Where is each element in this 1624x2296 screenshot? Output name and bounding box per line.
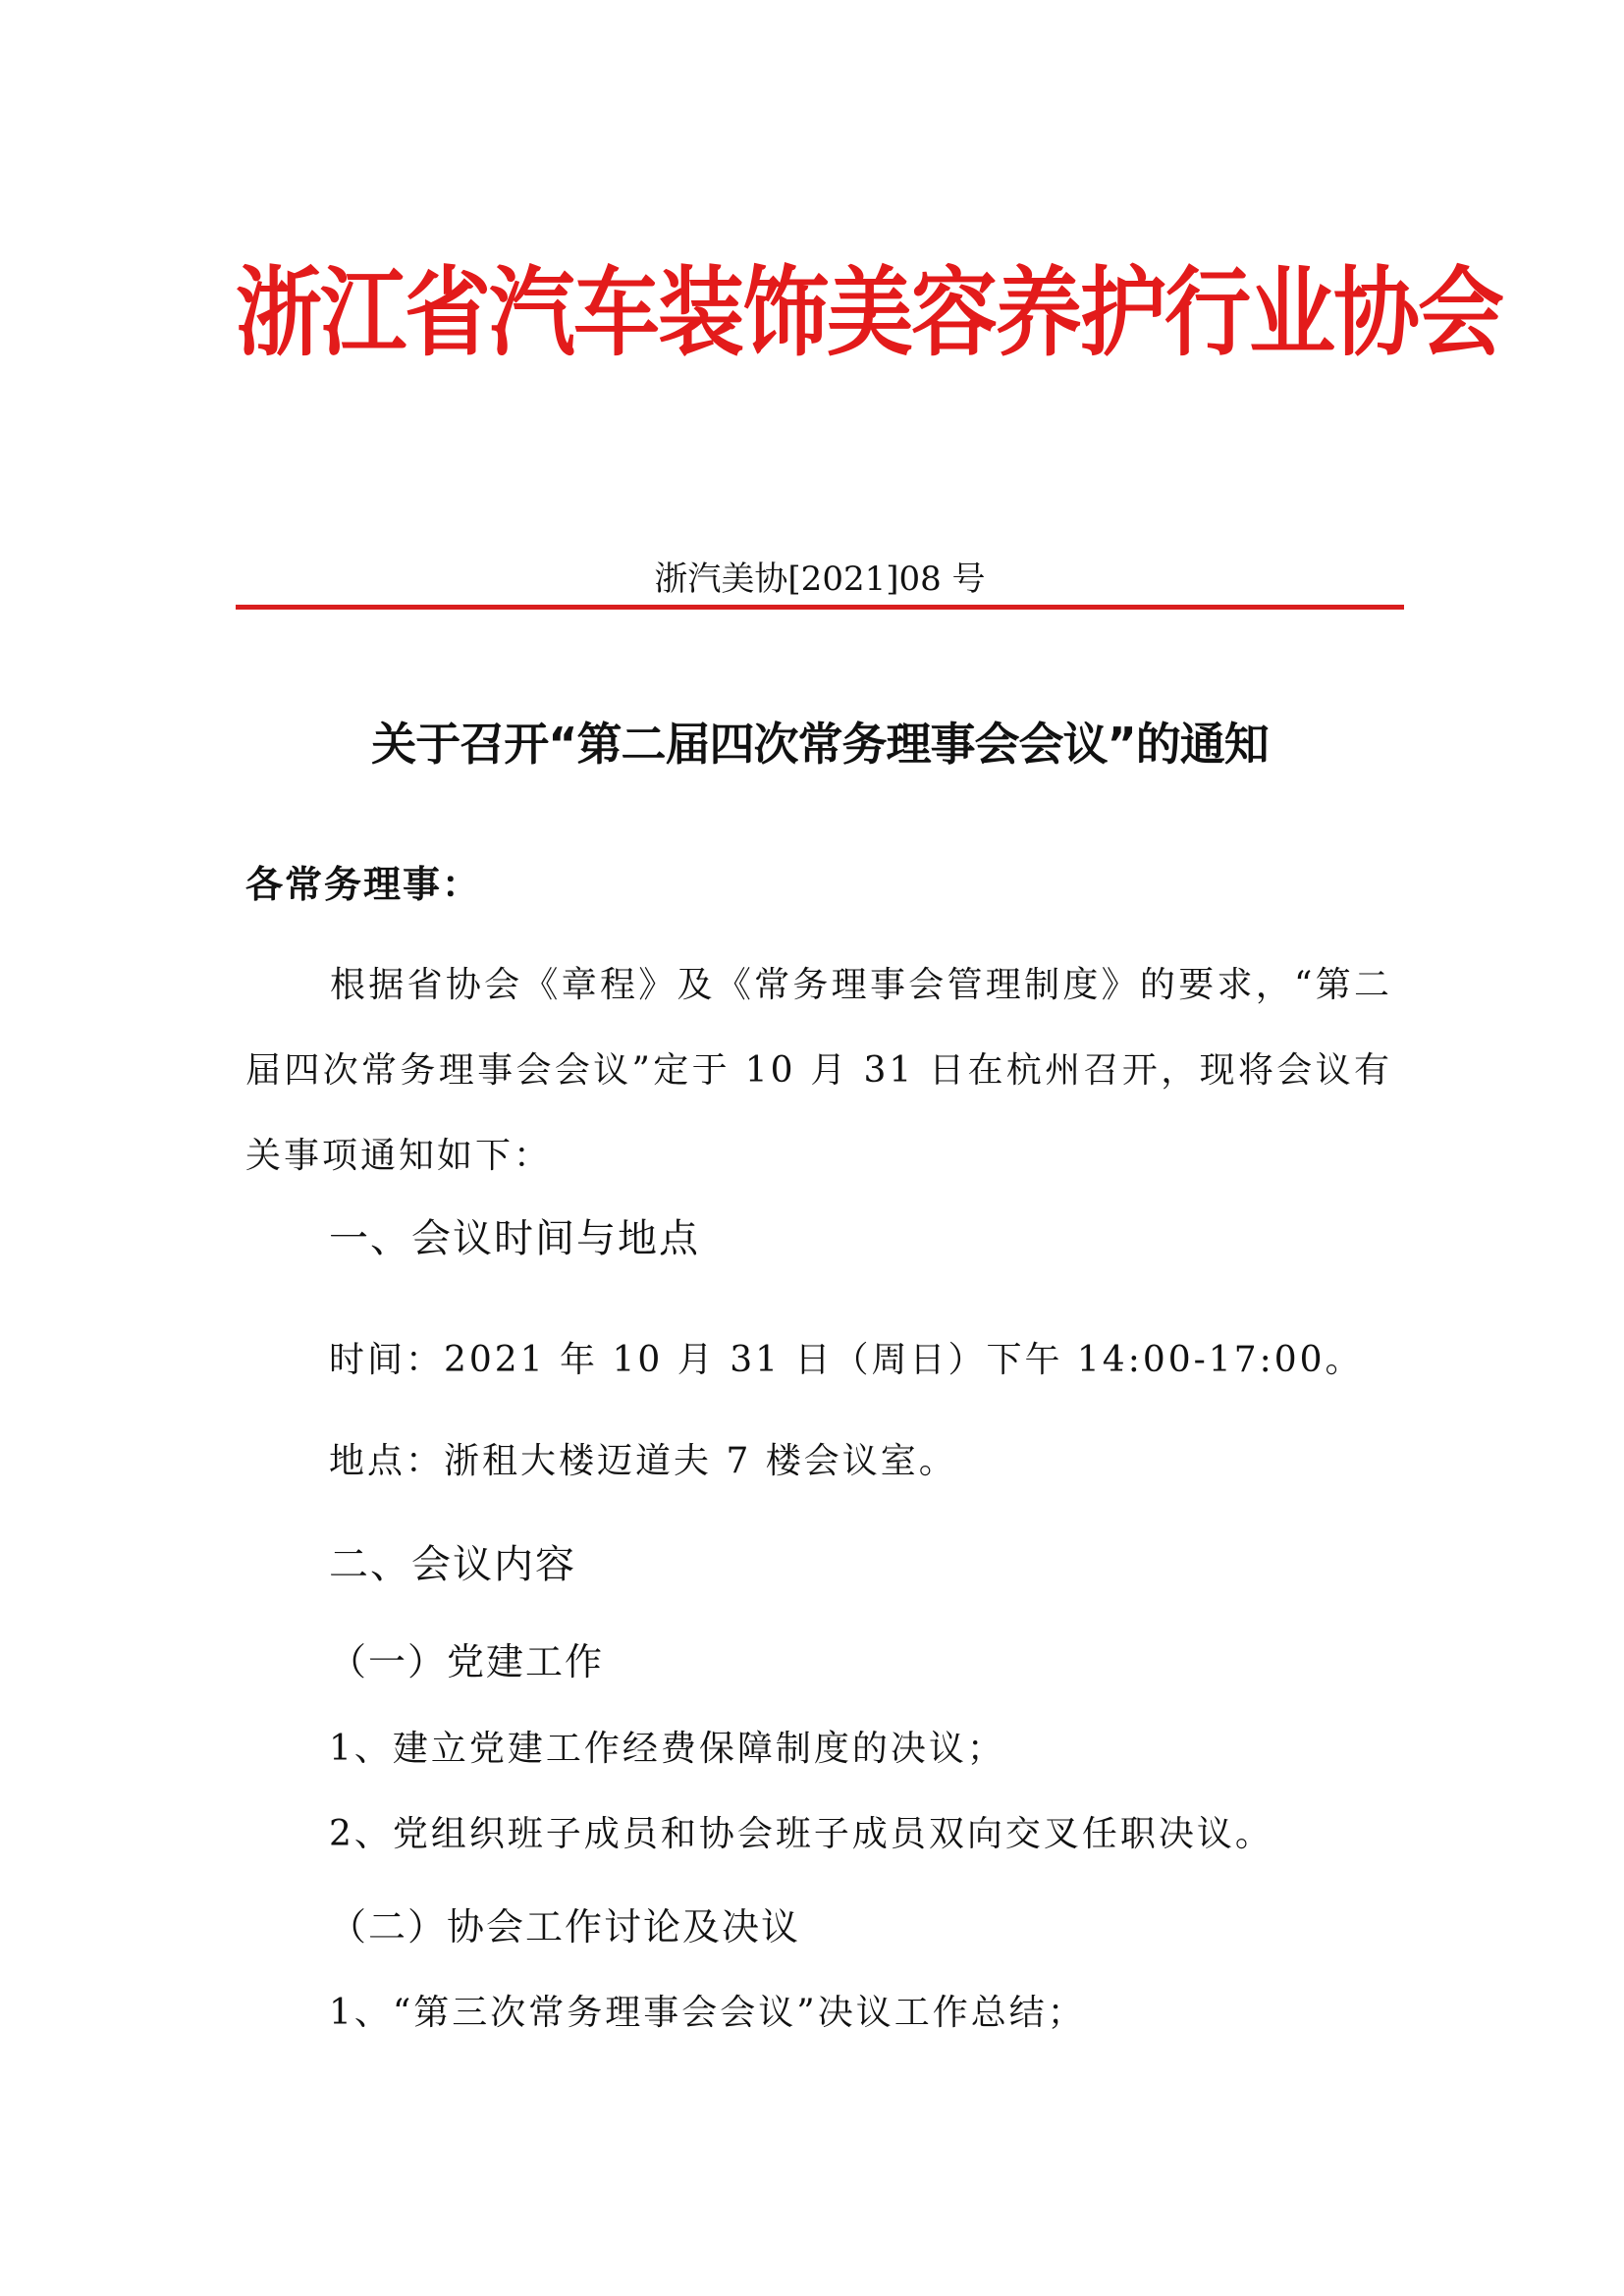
intro-paragraph: 根据省协会《章程》及《常务理事会管理制度》的要求，“第二届四次常务理事会会议”定于 10 月 31 日在杭州召开，现将会议有关事项通知如下： bbox=[245, 965, 1392, 1176]
organization-letterhead: 浙江省汽车装饰美容养护行业协会 bbox=[236, 254, 1503, 370]
section-heading-meeting-content: 二、会议内容 bbox=[329, 1542, 576, 1587]
subsection-heading-party-building: （一）党建工作 bbox=[329, 1640, 605, 1683]
meeting-location: 地点：浙租大楼迈道夫 7 楼会议室。 bbox=[329, 1441, 957, 1481]
agenda-item: 1、建立党建工作经费保障制度的决议； bbox=[329, 1729, 1005, 1769]
meeting-time: 时间：2021 年 10 月 31 日（周日）下午 14:00-17:00。 bbox=[329, 1340, 1364, 1380]
document-title: 关于召开“第二届四次常务理事会会议”的通知 bbox=[371, 718, 1269, 771]
section-heading-time-location: 一、会议时间与地点 bbox=[329, 1216, 700, 1261]
subsection-heading-association-work: （二）协会工作讨论及决议 bbox=[329, 1905, 801, 1949]
agenda-item: 2、党组织班子成员和协会班子成员双向交叉任职决议。 bbox=[329, 1814, 1273, 1854]
document-number: 浙汽美协[2021]08 号 bbox=[654, 560, 986, 599]
letterhead-divider bbox=[236, 605, 1404, 610]
agenda-item: 1、“第三次常务理事会会议”决议工作总结； bbox=[329, 1993, 1086, 2033]
salutation: 各常务理事： bbox=[245, 863, 482, 906]
